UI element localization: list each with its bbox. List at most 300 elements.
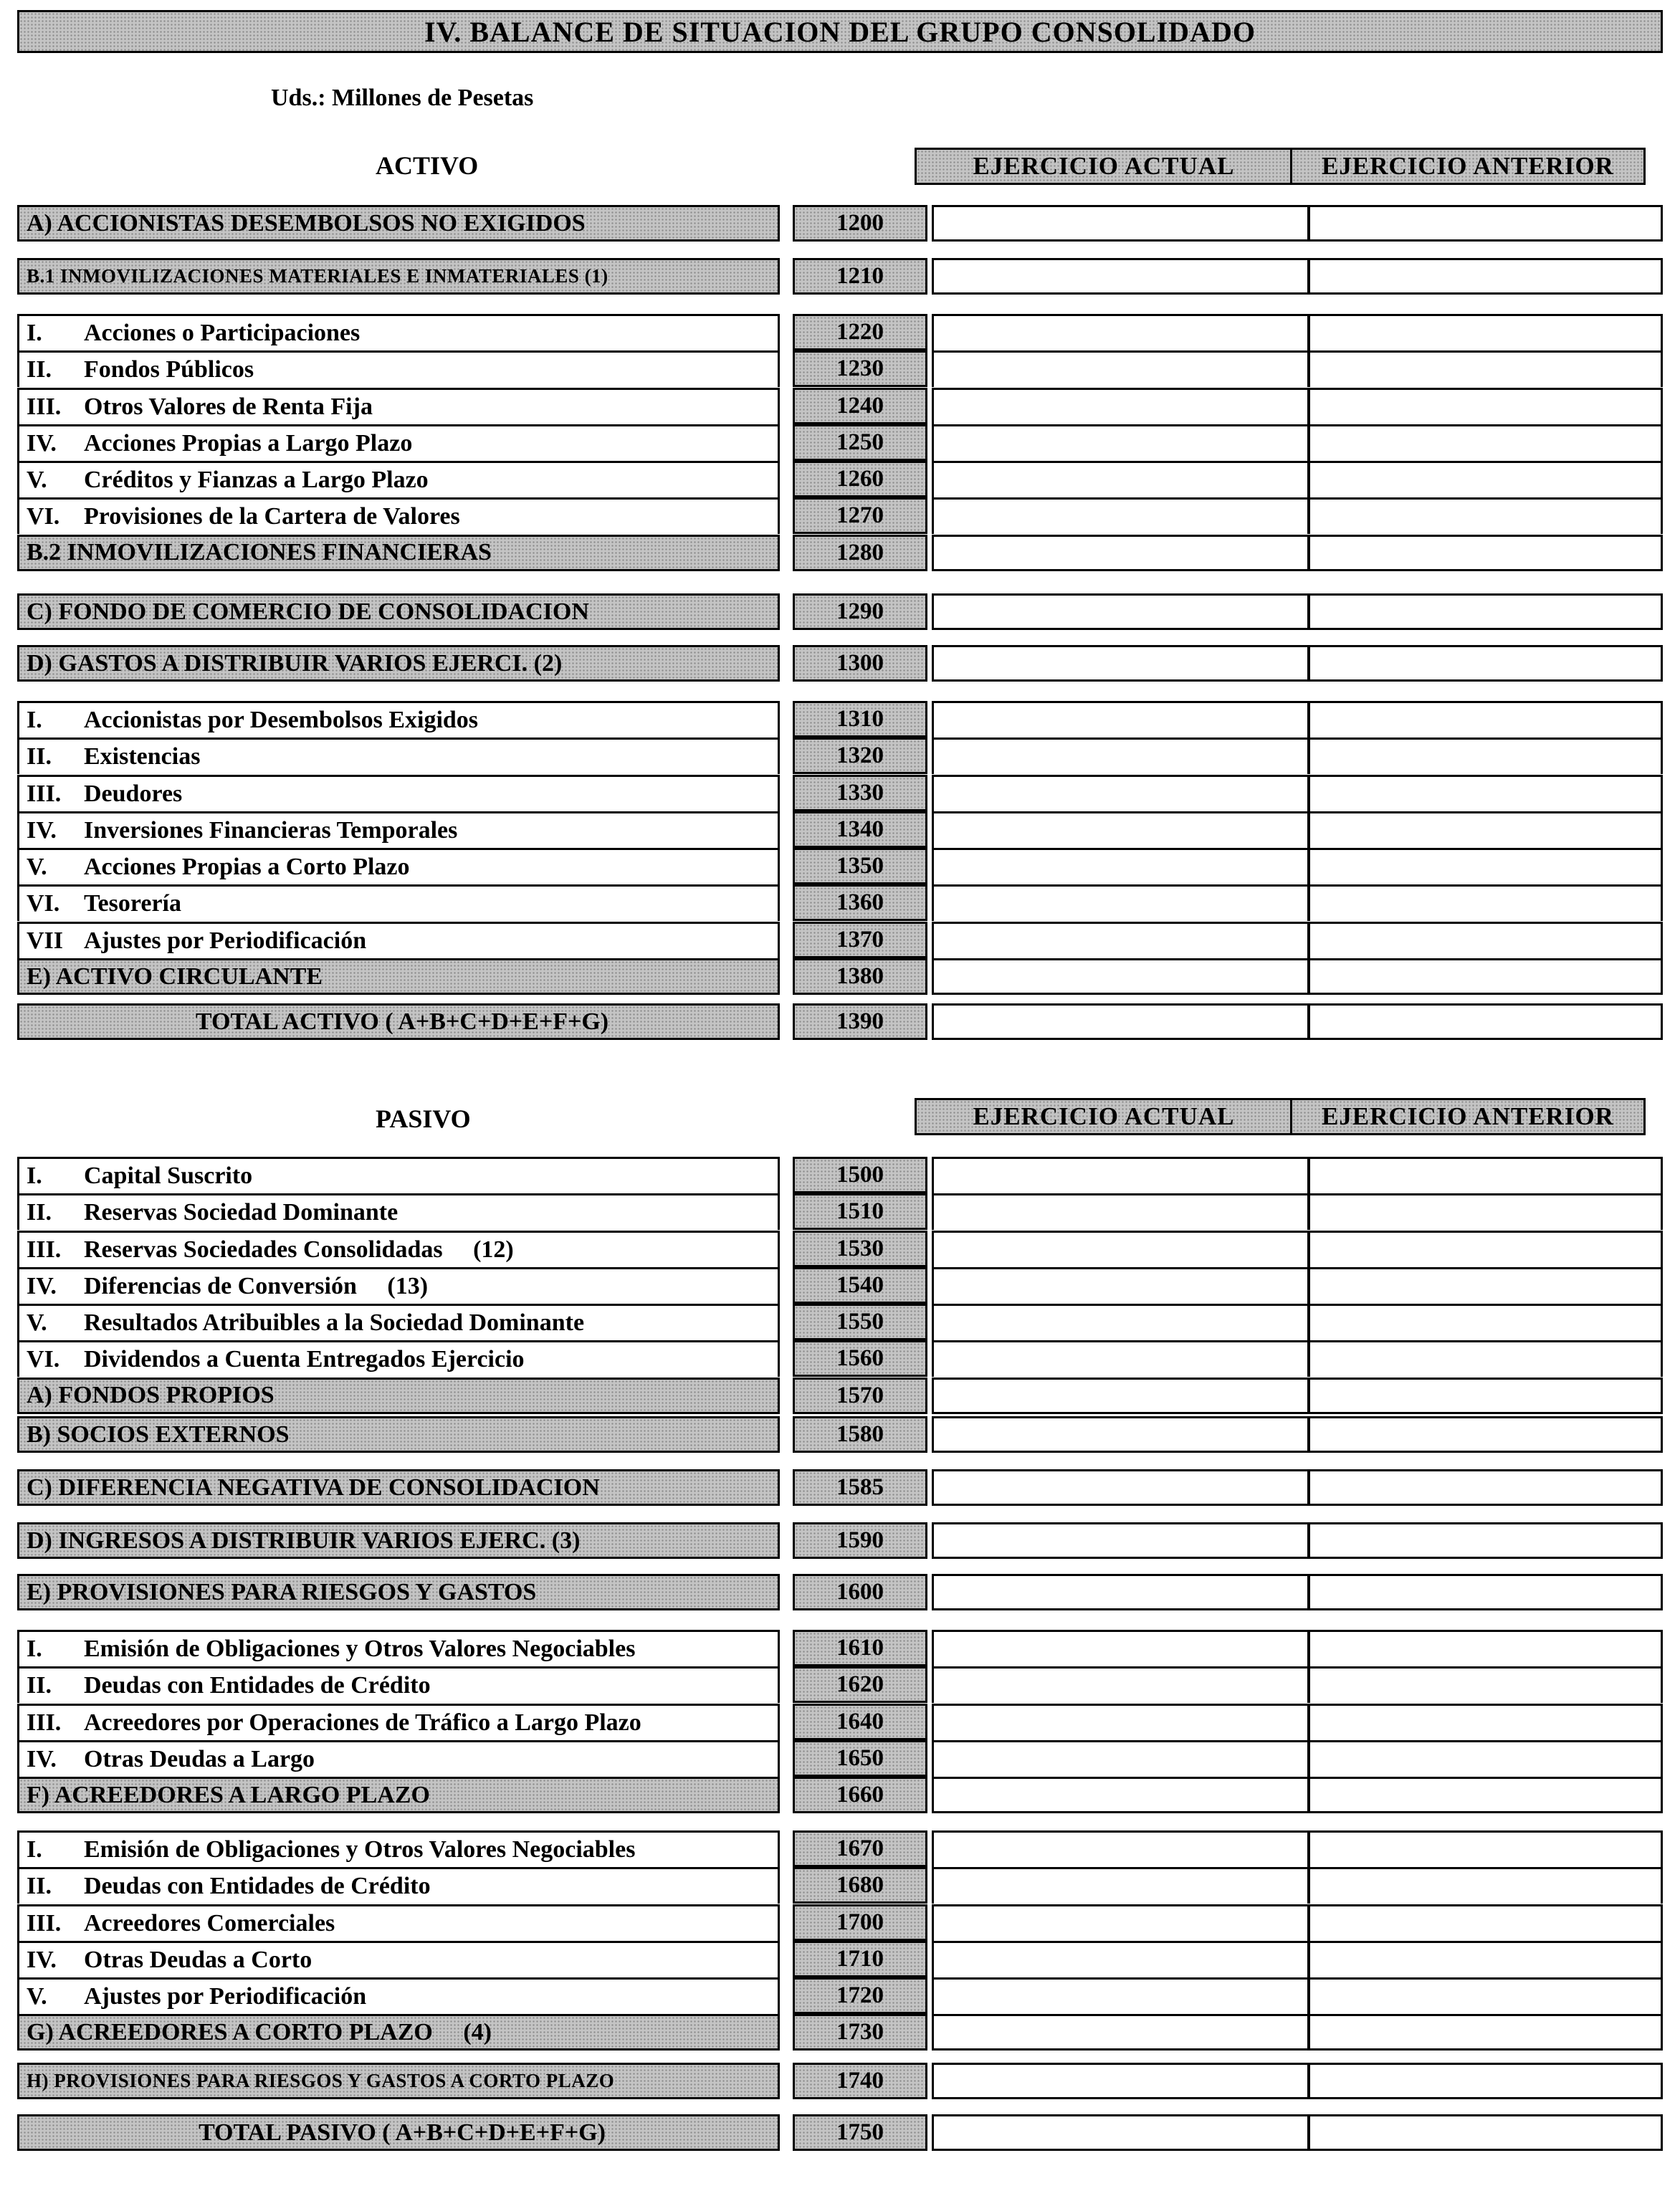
value-cell-anterior[interactable] bbox=[1307, 645, 1663, 682]
row-label bbox=[17, 1003, 780, 1040]
row-label bbox=[17, 1867, 780, 1904]
row-text: Capital Suscrito bbox=[84, 1163, 253, 1189]
value-cell-actual[interactable] bbox=[932, 737, 1310, 774]
table-row bbox=[17, 1469, 1663, 1506]
table-row bbox=[17, 424, 1663, 461]
row-label bbox=[17, 1157, 780, 1193]
value-cell-anterior[interactable] bbox=[1307, 1267, 1663, 1304]
value-cell-anterior[interactable] bbox=[1307, 701, 1663, 737]
value-cell-actual[interactable] bbox=[932, 205, 1310, 242]
value-cell-anterior[interactable] bbox=[1307, 388, 1663, 424]
value-cell-anterior[interactable] bbox=[1307, 2114, 1663, 2151]
table-row bbox=[17, 1977, 1663, 2014]
value-cell-actual[interactable] bbox=[932, 424, 1310, 461]
value-cell-anterior[interactable] bbox=[1307, 1193, 1663, 1230]
row-label bbox=[17, 848, 780, 884]
row-text: Acciones o Participaciones bbox=[84, 320, 361, 346]
value-cell-actual[interactable] bbox=[932, 884, 1310, 921]
table-row bbox=[17, 497, 1663, 534]
value-cell-anterior[interactable] bbox=[1307, 461, 1663, 497]
row-number: V. bbox=[27, 854, 47, 881]
row-label bbox=[17, 1231, 780, 1267]
value-cell-anterior[interactable] bbox=[1307, 1867, 1663, 1904]
table-row bbox=[17, 1193, 1663, 1230]
row-code: 1300 bbox=[793, 645, 927, 682]
row-label bbox=[17, 701, 780, 737]
row-number: VII bbox=[27, 927, 64, 954]
row-label bbox=[17, 258, 780, 295]
row-number: I. bbox=[27, 1636, 42, 1662]
row-text: Accionistas por Desembolsos Exigidos bbox=[84, 707, 479, 733]
row-code: 1640 bbox=[793, 1704, 927, 1740]
row-label bbox=[17, 1574, 780, 1610]
row-text: Fondos Públicos bbox=[84, 356, 254, 383]
activo-block bbox=[17, 645, 1663, 682]
activo-block bbox=[17, 701, 1663, 995]
activo-block bbox=[17, 593, 1663, 630]
value-cell-anterior[interactable] bbox=[1307, 205, 1663, 242]
row-label bbox=[17, 1666, 780, 1703]
table-row bbox=[17, 1378, 1663, 1414]
table-row bbox=[17, 1867, 1663, 1904]
value-cell-anterior[interactable] bbox=[1307, 775, 1663, 811]
pasivo-block bbox=[17, 1574, 1663, 1610]
row-code: 1340 bbox=[793, 811, 927, 848]
row-text: B.1 INMOVILIZACIONES MATERIALES E INMATERIALES (1) bbox=[27, 265, 608, 287]
value-cell-actual[interactable] bbox=[932, 775, 1310, 811]
pasivo-block bbox=[17, 1469, 1663, 1506]
row-code: 1230 bbox=[793, 350, 927, 387]
row-text: B.2 INMOVILIZACIONES FINANCIERAS bbox=[27, 539, 492, 566]
row-label bbox=[17, 922, 780, 958]
row-code: 1320 bbox=[793, 737, 927, 774]
value-cell-actual[interactable] bbox=[932, 848, 1310, 884]
row-label bbox=[17, 388, 780, 424]
value-cell-anterior[interactable] bbox=[1307, 922, 1663, 958]
row-number: V. bbox=[27, 467, 47, 494]
row-label bbox=[17, 461, 780, 497]
row-text: Existencias bbox=[84, 743, 201, 770]
pasivo-block bbox=[17, 1630, 1663, 1813]
row-text: Ajustes por Periodificación bbox=[84, 1983, 367, 2010]
row-number: II. bbox=[27, 1199, 52, 1226]
table-row bbox=[17, 258, 1663, 295]
value-cell-actual[interactable] bbox=[932, 1740, 1310, 1777]
value-cell-actual[interactable] bbox=[932, 1469, 1310, 1506]
value-cell-anterior[interactable] bbox=[1307, 737, 1663, 774]
table-row bbox=[17, 701, 1663, 737]
row-code: 1680 bbox=[793, 1867, 927, 1904]
value-cell-actual[interactable] bbox=[932, 2063, 1310, 2099]
row-label bbox=[17, 1941, 780, 1977]
row-text: D) INGRESOS A DISTRIBUIR VARIOS EJERC. (3) bbox=[27, 1527, 581, 1554]
row-code: 1550 bbox=[793, 1304, 927, 1340]
value-cell-actual[interactable] bbox=[932, 1904, 1310, 1941]
row-code: 1730 bbox=[793, 2014, 927, 2051]
row-code: 1290 bbox=[793, 593, 927, 630]
row-label bbox=[17, 1193, 780, 1230]
value-cell-actual[interactable] bbox=[932, 1777, 1310, 1813]
row-text: TOTAL ACTIVO ( A+B+C+D+E+F+G) bbox=[195, 1008, 609, 1035]
row-number: I. bbox=[27, 1836, 42, 1863]
row-text: G) ACREEDORES A CORTO PLAZO (4) bbox=[27, 2018, 492, 2045]
value-cell-actual[interactable] bbox=[932, 1340, 1310, 1377]
row-label bbox=[17, 645, 780, 682]
row-code: 1380 bbox=[793, 958, 927, 995]
row-number: III. bbox=[27, 780, 62, 807]
row-text: Provisiones de la Cartera de Valores bbox=[84, 503, 460, 530]
table-row bbox=[17, 535, 1663, 571]
row-label bbox=[17, 811, 780, 848]
pasivo-block bbox=[17, 1157, 1663, 1414]
activo-col-anterior: EJERCICIO ANTERIOR bbox=[1290, 148, 1646, 185]
table-row bbox=[17, 1003, 1663, 1040]
row-text: E) PROVISIONES PARA RIESGOS Y GASTOS bbox=[27, 1578, 537, 1605]
value-cell-anterior[interactable] bbox=[1307, 593, 1663, 630]
value-cell-actual[interactable] bbox=[932, 314, 1310, 350]
value-cell-anterior[interactable] bbox=[1307, 1469, 1663, 1506]
row-text: Otras Deudas a Corto bbox=[84, 1946, 312, 1973]
row-text: A) ACCIONISTAS DESEMBOLSOS NO EXIGIDOS bbox=[27, 209, 586, 237]
row-text: TOTAL PASIVO ( A+B+C+D+E+F+G) bbox=[198, 2119, 606, 2146]
value-cell-actual[interactable] bbox=[932, 1231, 1310, 1267]
pasivo-block bbox=[17, 2063, 1663, 2099]
row-code: 1260 bbox=[793, 461, 927, 497]
value-cell-anterior[interactable] bbox=[1307, 1231, 1663, 1267]
activo-block bbox=[17, 258, 1663, 295]
activo-block bbox=[17, 205, 1663, 242]
row-label bbox=[17, 535, 780, 571]
table-row bbox=[17, 737, 1663, 774]
value-cell-anterior[interactable] bbox=[1307, 350, 1663, 387]
row-number: VI. bbox=[27, 1346, 60, 1373]
row-text: D) GASTOS A DISTRIBUIR VARIOS EJERCI. (2) bbox=[27, 649, 563, 677]
pasivo-block bbox=[17, 1416, 1663, 1453]
row-label bbox=[17, 350, 780, 387]
row-code: 1270 bbox=[793, 497, 927, 534]
row-code: 1650 bbox=[793, 1740, 927, 1777]
value-cell-anterior[interactable] bbox=[1307, 2063, 1663, 2099]
row-label bbox=[17, 1630, 780, 1666]
row-label bbox=[17, 593, 780, 630]
row-code: 1330 bbox=[793, 775, 927, 811]
row-label bbox=[17, 1904, 780, 1941]
row-label bbox=[17, 1704, 780, 1740]
value-cell-anterior[interactable] bbox=[1307, 1416, 1663, 1453]
table-row bbox=[17, 1904, 1663, 1941]
value-cell-anterior[interactable] bbox=[1307, 2014, 1663, 2051]
value-cell-anterior[interactable] bbox=[1307, 958, 1663, 995]
form-title: IV. BALANCE DE SITUACION DEL GRUPO CONSOLIDADO bbox=[17, 10, 1663, 53]
value-cell-anterior[interactable] bbox=[1307, 1904, 1663, 1941]
row-text: Deudas con Entidades de Crédito bbox=[84, 1672, 431, 1699]
value-cell-anterior[interactable] bbox=[1307, 1157, 1663, 1193]
value-cell-anterior[interactable] bbox=[1307, 1630, 1663, 1666]
row-code: 1510 bbox=[793, 1193, 927, 1230]
row-text: Deudores bbox=[84, 780, 183, 807]
row-text: Dividendos a Cuenta Entregados Ejercicio bbox=[84, 1346, 525, 1373]
row-text: Diferencias de Conversión (13) bbox=[84, 1272, 429, 1299]
table-row bbox=[17, 1704, 1663, 1740]
table-row bbox=[17, 1416, 1663, 1453]
value-cell-anterior[interactable] bbox=[1307, 1830, 1663, 1867]
row-text: Emisión de Obligaciones y Otros Valores Negociables bbox=[84, 1836, 636, 1863]
table-row bbox=[17, 1522, 1663, 1559]
value-cell-actual[interactable] bbox=[932, 1830, 1310, 1867]
table-row bbox=[17, 593, 1663, 630]
row-text: Acciones Propias a Corto Plazo bbox=[84, 854, 410, 881]
row-code: 1620 bbox=[793, 1666, 927, 1703]
value-cell-anterior[interactable] bbox=[1307, 848, 1663, 884]
row-label bbox=[17, 1267, 780, 1304]
row-code: 1370 bbox=[793, 922, 927, 958]
units-label: Uds.: Millones de Pesetas bbox=[271, 85, 534, 111]
table-row bbox=[17, 1340, 1663, 1377]
row-text: Acreedores Comerciales bbox=[84, 1909, 335, 1937]
value-cell-actual[interactable] bbox=[932, 1630, 1310, 1666]
row-text: Reservas Sociedad Dominante bbox=[84, 1199, 398, 1226]
value-cell-actual[interactable] bbox=[932, 1193, 1310, 1230]
row-number: I. bbox=[27, 1163, 42, 1189]
row-label bbox=[17, 1522, 780, 1559]
row-label bbox=[17, 775, 780, 811]
row-label bbox=[17, 424, 780, 461]
row-code: 1240 bbox=[793, 388, 927, 424]
row-code: 1200 bbox=[793, 205, 927, 242]
row-label bbox=[17, 1740, 780, 1777]
table-row bbox=[17, 314, 1663, 350]
table-row bbox=[17, 811, 1663, 848]
table-row bbox=[17, 1666, 1663, 1703]
value-cell-anterior[interactable] bbox=[1307, 1666, 1663, 1703]
value-cell-actual[interactable] bbox=[932, 258, 1310, 295]
value-cell-actual[interactable] bbox=[932, 2114, 1310, 2151]
row-code: 1720 bbox=[793, 1977, 927, 2014]
value-cell-actual[interactable] bbox=[932, 1574, 1310, 1610]
pasivo-col-actual: EJERCICIO ACTUAL bbox=[915, 1098, 1293, 1135]
row-text: Emisión de Obligaciones y Otros Valores Negociables bbox=[84, 1636, 636, 1662]
row-code: 1560 bbox=[793, 1340, 927, 1377]
value-cell-anterior[interactable] bbox=[1307, 1304, 1663, 1340]
value-cell-actual[interactable] bbox=[932, 1003, 1310, 1040]
row-number: II. bbox=[27, 1672, 52, 1699]
value-cell-actual[interactable] bbox=[932, 1304, 1310, 1340]
pasivo-block bbox=[17, 2114, 1663, 2151]
value-cell-anterior[interactable] bbox=[1307, 1378, 1663, 1414]
row-number: II. bbox=[27, 356, 52, 383]
table-row bbox=[17, 1740, 1663, 1777]
row-text: Acciones Propias a Largo Plazo bbox=[84, 429, 413, 457]
row-code: 1350 bbox=[793, 848, 927, 884]
row-code: 1250 bbox=[793, 424, 927, 461]
row-text: A) FONDOS PROPIOS bbox=[27, 1382, 275, 1409]
value-cell-actual[interactable] bbox=[932, 388, 1310, 424]
pasivo-col-anterior: EJERCICIO ANTERIOR bbox=[1290, 1098, 1646, 1135]
table-row bbox=[17, 645, 1663, 682]
row-number: II. bbox=[27, 1873, 52, 1900]
value-cell-anterior[interactable] bbox=[1307, 811, 1663, 848]
activo-heading: ACTIVO bbox=[376, 151, 479, 180]
value-cell-anterior[interactable] bbox=[1307, 1941, 1663, 1977]
pasivo-block bbox=[17, 1830, 1663, 2051]
value-cell-anterior[interactable] bbox=[1307, 1977, 1663, 2014]
row-code: 1660 bbox=[793, 1777, 927, 1813]
table-row bbox=[17, 2014, 1663, 2051]
row-number: I. bbox=[27, 320, 42, 346]
table-row bbox=[17, 775, 1663, 811]
table-row bbox=[17, 1777, 1663, 1813]
value-cell-actual[interactable] bbox=[932, 1941, 1310, 1977]
value-cell-anterior[interactable] bbox=[1307, 535, 1663, 571]
row-code: 1280 bbox=[793, 535, 927, 571]
row-number: III. bbox=[27, 393, 62, 420]
row-label bbox=[17, 2014, 780, 2051]
row-number: III. bbox=[27, 1909, 62, 1937]
value-cell-actual[interactable] bbox=[932, 1977, 1310, 2014]
row-text: Ajustes por Periodificación bbox=[84, 927, 367, 954]
row-label bbox=[17, 1469, 780, 1506]
value-cell-anterior[interactable] bbox=[1307, 1522, 1663, 1559]
row-label bbox=[17, 737, 780, 774]
row-text: Resultados Atribuibles a la Sociedad Dominante bbox=[84, 1309, 585, 1337]
activo-col-actual: EJERCICIO ACTUAL bbox=[915, 148, 1293, 185]
row-label bbox=[17, 958, 780, 995]
row-code: 1500 bbox=[793, 1157, 927, 1193]
value-cell-anterior[interactable] bbox=[1307, 1340, 1663, 1377]
value-cell-actual[interactable] bbox=[932, 1867, 1310, 1904]
row-text: C) DIFERENCIA NEGATIVA DE CONSOLIDACION bbox=[27, 1474, 600, 1501]
value-cell-actual[interactable] bbox=[932, 1522, 1310, 1559]
table-row bbox=[17, 2063, 1663, 2099]
row-text: B) SOCIOS EXTERNOS bbox=[27, 1421, 290, 1448]
value-cell-actual[interactable] bbox=[932, 350, 1310, 387]
row-code: 1570 bbox=[793, 1378, 927, 1414]
value-cell-actual[interactable] bbox=[932, 461, 1310, 497]
value-cell-anterior[interactable] bbox=[1307, 1704, 1663, 1740]
table-row bbox=[17, 922, 1663, 958]
row-number: VI. bbox=[27, 503, 60, 530]
row-label bbox=[17, 1416, 780, 1453]
table-row bbox=[17, 388, 1663, 424]
table-row bbox=[17, 2114, 1663, 2151]
row-text: Otras Deudas a Largo bbox=[84, 1745, 315, 1772]
row-code: 1590 bbox=[793, 1522, 927, 1559]
row-label bbox=[17, 1830, 780, 1867]
row-number: IV. bbox=[27, 1946, 57, 1973]
row-code: 1580 bbox=[793, 1416, 927, 1453]
value-cell-actual[interactable] bbox=[932, 922, 1310, 958]
row-label bbox=[17, 2114, 780, 2151]
value-cell-anterior[interactable] bbox=[1307, 314, 1663, 350]
value-cell-anterior[interactable] bbox=[1307, 258, 1663, 295]
value-cell-actual[interactable] bbox=[932, 1267, 1310, 1304]
table-row bbox=[17, 461, 1663, 497]
row-code: 1750 bbox=[793, 2114, 927, 2151]
row-number: V. bbox=[27, 1983, 47, 2010]
row-code: 1610 bbox=[793, 1630, 927, 1666]
row-code: 1710 bbox=[793, 1941, 927, 1977]
value-cell-anterior[interactable] bbox=[1307, 884, 1663, 921]
row-code: 1530 bbox=[793, 1231, 927, 1267]
activo-block bbox=[17, 314, 1663, 571]
value-cell-actual[interactable] bbox=[932, 701, 1310, 737]
table-row bbox=[17, 1830, 1663, 1867]
table-row bbox=[17, 350, 1663, 387]
row-code: 1540 bbox=[793, 1267, 927, 1304]
row-label bbox=[17, 884, 780, 921]
value-cell-anterior[interactable] bbox=[1307, 424, 1663, 461]
table-row bbox=[17, 958, 1663, 995]
row-text: Acreedores por Operaciones de Tráfico a Largo Plazo bbox=[84, 1709, 641, 1736]
value-cell-actual[interactable] bbox=[932, 958, 1310, 995]
row-text: E) ACTIVO CIRCULANTE bbox=[27, 963, 323, 990]
value-cell-actual[interactable] bbox=[932, 1157, 1310, 1193]
value-cell-anterior[interactable] bbox=[1307, 1777, 1663, 1813]
row-number: III. bbox=[27, 1709, 62, 1736]
row-number: V. bbox=[27, 1309, 47, 1337]
value-cell-actual[interactable] bbox=[932, 497, 1310, 534]
row-text: Otros Valores de Renta Fija bbox=[84, 393, 373, 420]
row-number: IV. bbox=[27, 1272, 57, 1299]
row-text: H) PROVISIONES PARA RIESGOS Y GASTOS A CORTO PLAZO bbox=[27, 2070, 615, 2091]
value-cell-anterior[interactable] bbox=[1307, 1003, 1663, 1040]
row-code: 1585 bbox=[793, 1469, 927, 1506]
value-cell-actual[interactable] bbox=[932, 593, 1310, 630]
pasivo-block bbox=[17, 1522, 1663, 1559]
value-cell-actual[interactable] bbox=[932, 645, 1310, 682]
table-row bbox=[17, 205, 1663, 242]
table-row bbox=[17, 1574, 1663, 1610]
row-code: 1700 bbox=[793, 1904, 927, 1941]
row-text: F) ACREEDORES A LARGO PLAZO bbox=[27, 1781, 430, 1808]
row-text: Créditos y Fianzas a Largo Plazo bbox=[84, 467, 429, 494]
row-label bbox=[17, 314, 780, 350]
value-cell-anterior[interactable] bbox=[1307, 1740, 1663, 1777]
value-cell-actual[interactable] bbox=[932, 1378, 1310, 1414]
row-text: Reservas Sociedades Consolidadas (12) bbox=[84, 1236, 514, 1263]
table-row bbox=[17, 1941, 1663, 1977]
row-code: 1740 bbox=[793, 2063, 927, 2099]
table-row bbox=[17, 1630, 1663, 1666]
table-row bbox=[17, 1157, 1663, 1193]
row-label bbox=[17, 205, 780, 242]
row-label bbox=[17, 1340, 780, 1377]
row-text: C) FONDO DE COMERCIO DE CONSOLIDACION bbox=[27, 598, 589, 625]
value-cell-actual[interactable] bbox=[932, 1704, 1310, 1740]
value-cell-actual[interactable] bbox=[932, 811, 1310, 848]
value-cell-actual[interactable] bbox=[932, 2014, 1310, 2051]
table-row bbox=[17, 884, 1663, 921]
row-label bbox=[17, 1304, 780, 1340]
value-cell-actual[interactable] bbox=[932, 1666, 1310, 1703]
row-code: 1210 bbox=[793, 258, 927, 295]
value-cell-actual[interactable] bbox=[932, 535, 1310, 571]
activo-block bbox=[17, 1003, 1663, 1040]
pasivo-heading: PASIVO bbox=[376, 1104, 471, 1133]
row-label bbox=[17, 497, 780, 534]
table-row bbox=[17, 1304, 1663, 1340]
value-cell-anterior[interactable] bbox=[1307, 497, 1663, 534]
row-label bbox=[17, 1777, 780, 1813]
value-cell-actual[interactable] bbox=[932, 1416, 1310, 1453]
value-cell-anterior[interactable] bbox=[1307, 1574, 1663, 1610]
row-code: 1670 bbox=[793, 1830, 927, 1867]
row-text: Deudas con Entidades de Crédito bbox=[84, 1873, 431, 1900]
row-number: IV. bbox=[27, 1745, 57, 1772]
row-number: II. bbox=[27, 743, 52, 770]
row-number: I. bbox=[27, 707, 42, 733]
row-number: III. bbox=[27, 1236, 62, 1263]
